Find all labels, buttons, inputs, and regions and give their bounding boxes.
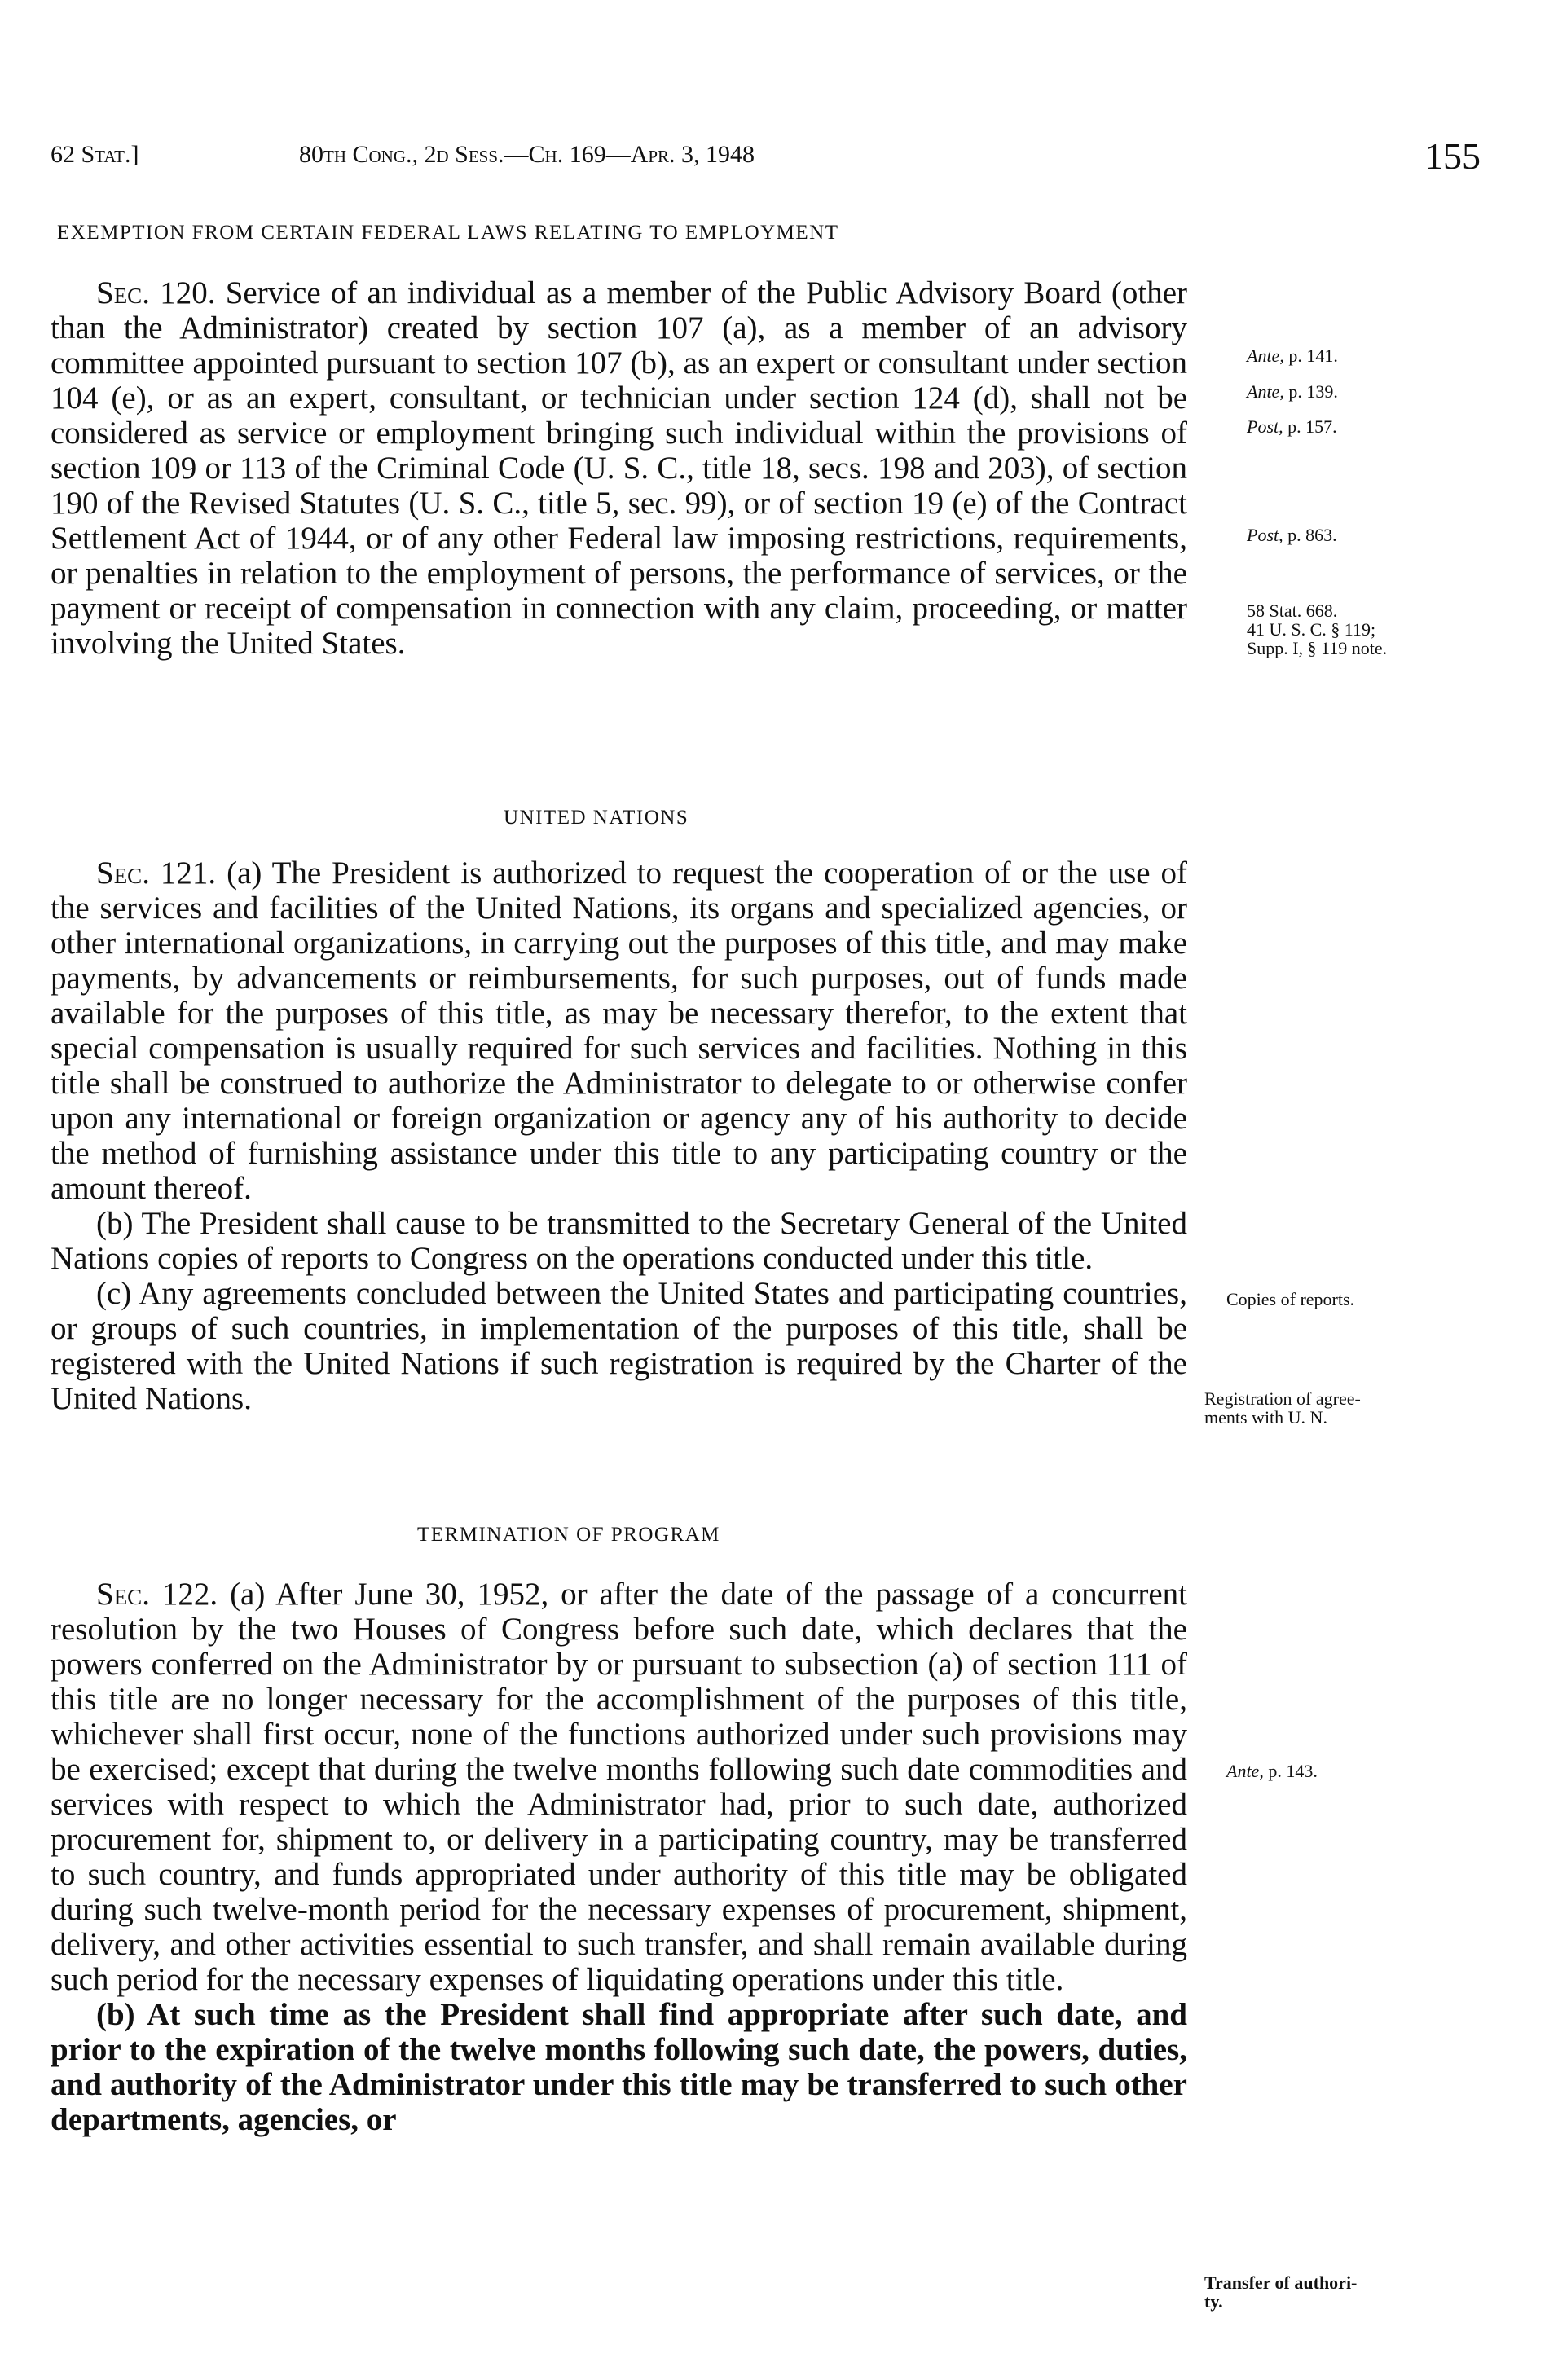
margin-note-copies-of-reports: Copies of reports. — [1226, 1289, 1355, 1309]
section-122-para-a: 122. (a) After June 30, 1952, or after the date of the passage of a concurrent resolution by the two Houses of Congress before such date, which declares that the powers conferred on the Administrator by or pursuant to subsection (a) of section 111 of this title are no longer necessary for the accomplishment of the purposes of this title, whichever shall first occur, none of the functions authorized under such provisions may be exercised; except that during the twelve months following such date commodities and services with respect to which the Administrator had, prior to such date, authorized procurement for, shipment to, or delivery in a participating country, may be transferred to such country, and funds appropriated under authority of this title may be obligated during such twelve-month period for the necessary expenses of procurement, shipment, delivery, and other activities essential to such transfer, and shall remain available during such period for the necessary expenses of liquidating operations under this title. — [51, 1577, 1187, 1997]
heading-united-nations: UNITED NATIONS — [504, 807, 689, 829]
margin-note-stat-668: 58 Stat. 668. 41 U. S. C. § 119; Supp. I, § 119 note. — [1247, 600, 1388, 658]
section-121-para-b: (b) The President shall cause to be transmitted to the Secretary General of the United Nations copies of reports to Congress on the operations conducted under this title. — [51, 1206, 1187, 1276]
section-122 — [51, 1577, 1187, 2137]
section-120 — [51, 275, 1187, 661]
margin-note-post-157: Post, p. 157. — [1247, 416, 1337, 437]
section-121-para-c: (c) Any agreements concluded between the United States and participating countries, or groups of such countries, in implementation of the purposes of this title, shall be registered with the United Nations if such registration is required by the Charter of the United Nations. — [51, 1276, 1187, 1416]
sec-label: Sec. — [96, 1577, 150, 1612]
section-121-para-a: 121. (a) The President is authorized to request the cooperation of or the use of the services and facilities of the United Nations, its organs and specialized agencies, or other international organizations, in carrying out the purposes of this title, and may make payments, by advancements or reimbursements, for such purposes, out of funds made available for the purposes of this title, as may be necessary therefor, to the extent that special compensation is usually required for such services and facilities. Nothing in this title shall be construed to authorize the Administrator to delegate to or otherwise confer upon any international or foreign organization or agency any of his authority to decide the method of furnishing assistance under this title to any participating country or the amount thereof. — [51, 856, 1187, 1206]
margin-note-post-863: Post, p. 863. — [1247, 525, 1337, 545]
section-122-para-b: (b) At such time as the President shall find appropriate after such date, and prior to the expiration of the twelve months following such date, the powers, duties, and authority of the Administrator under this title may be transferred to such other departments, agencies, or — [51, 1997, 1187, 2137]
margin-note-transfer-of-authority: Transfer of authori- ty. — [1204, 2272, 1358, 2312]
page-number: 155 — [1424, 135, 1481, 177]
margin-note-ante-141: Ante, p. 141. — [1247, 345, 1338, 366]
margin-note-ante-143: Ante, p. 143. — [1226, 1761, 1318, 1781]
sec-label: Sec. — [96, 856, 150, 891]
heading-exemption: EXEMPTION FROM CERTAIN FEDERAL LAWS RELATING TO EMPLOYMENT — [57, 222, 839, 244]
section-120-body: 120. Service of an individual as a member of the Public Advisory Board (other than the Administrator) created by section 107 (a), as a member of an advisory committee appointed pursuant to section 107 (b), as an expert or consultant under section 104 (e), or as an expert, consultant, or technician under section 124 (d), shall not be considered as service or employment bringing such individual within the provisions of section 109 or 113 of the Criminal Code (U. S. C., title 18, secs. 198 and 203), of section 190 of the Revised Statutes (U. S. C., title 5, sec. 99), or of section 19 (e) of the Contract Settlement Act of 1944, or of any other Federal law imposing restrictions, requirements, or penalties in relation to the employment of persons, the performance of services, or the payment or receipt of compensation in connection with any claim, proceeding, or matter involving the United States. — [51, 275, 1188, 661]
margin-note-ante-139: Ante, p. 139. — [1247, 381, 1338, 402]
margin-note-registration: Registration of agree- ments with U. N. — [1204, 1388, 1361, 1428]
session-citation: 80th Cong., 2d Sess.—Ch. 169—Apr. 3, 1948 — [299, 141, 755, 168]
running-head — [51, 134, 1481, 183]
statute-citation: 62 Stat.] — [51, 141, 139, 168]
heading-termination: TERMINATION OF PROGRAM — [417, 1524, 720, 1546]
sec-label: Sec. — [96, 275, 150, 310]
section-121 — [51, 856, 1187, 1416]
